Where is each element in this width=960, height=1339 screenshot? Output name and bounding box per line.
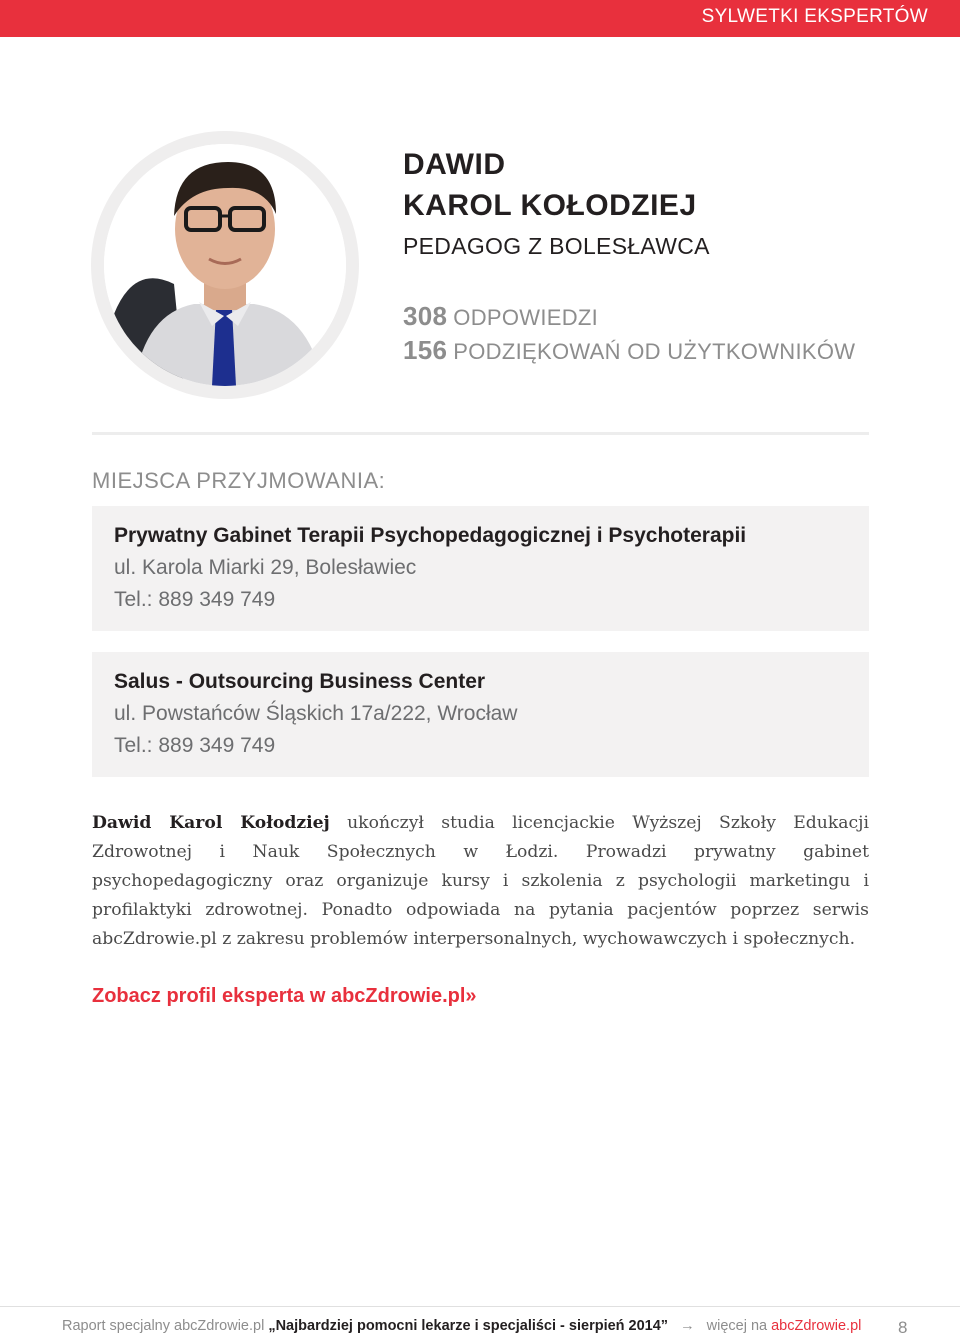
place-address: ul. Karola Miarki 29, Bolesławiec	[114, 556, 417, 579]
expert-portrait-illustration	[104, 144, 346, 386]
expert-first-name: DAWID	[403, 148, 506, 181]
places-heading: MIEJSCA PRZYJMOWANIA:	[92, 468, 386, 493]
top-bar	[0, 0, 960, 37]
place-name: Salus - Outsourcing Business Center	[114, 670, 486, 693]
thanks-count: 156	[403, 335, 448, 365]
footer-more-prefix: więcej na	[706, 1318, 768, 1334]
answers-stat	[403, 301, 598, 332]
place-name: Prywatny Gabinet Terapii Psychopedagogicznej i Psychoterapii	[114, 524, 747, 547]
divider	[92, 432, 869, 435]
arrow-right-icon: →	[680, 1318, 695, 1334]
place-card	[92, 506, 869, 631]
expert-last-name: KAROL KOŁODZIEJ	[403, 189, 697, 222]
place-phone: Tel.: 889 349 749	[114, 734, 276, 757]
bio-text: ukończył studia licencjackie Wyższej Szkoły Edukacji Zdrowotnej i Nauk Społecznych w Łodzi. Prowadzi prywatny gabinet psychopedagogiczny oraz organizuje kursy i szkolenia z psychologii marketingu i profilaktyki zdrowotnej. Ponadto odpowiada na pytania pacjentów poprzez serwis abcZdrowie.pl z zakresu problemów interpersonalnych, wychowawczych i społecznych.	[92, 813, 869, 949]
bio-paragraph	[92, 809, 869, 954]
answers-count: 308	[403, 301, 448, 331]
thanks-stat	[403, 335, 855, 366]
expert-photo	[104, 144, 346, 386]
answers-label: ODPOWIEDZI	[453, 305, 599, 330]
place-phone: Tel.: 889 349 749	[114, 588, 276, 611]
footer	[62, 1318, 861, 1334]
place-card	[92, 652, 869, 777]
section-title: SYLWETKI EKSPERTÓW	[701, 6, 928, 27]
page-number: 8	[898, 1318, 908, 1337]
place-address: ul. Powstańców Śląskich 17a/222, Wrocław	[114, 702, 518, 725]
thanks-label: PODZIĘKOWAŃ OD UŻYTKOWNIKÓW	[453, 339, 856, 364]
expert-profession: PEDAGOG Z BOLESŁAWCA	[403, 233, 710, 259]
profile-link[interactable]: Zobacz profil eksperta w abcZdrowie.pl»	[92, 985, 477, 1007]
footer-divider	[0, 1306, 960, 1307]
footer-site-link[interactable]: abcZdrowie.pl	[771, 1318, 862, 1334]
footer-report-title: „Najbardziej pomocni lekarze i specjaliści - sierpień 2014”	[268, 1318, 669, 1334]
footer-report-label: Raport specjalny abcZdrowie.pl	[62, 1318, 265, 1334]
bio-name: Dawid Karol Kołodziej	[92, 813, 330, 833]
